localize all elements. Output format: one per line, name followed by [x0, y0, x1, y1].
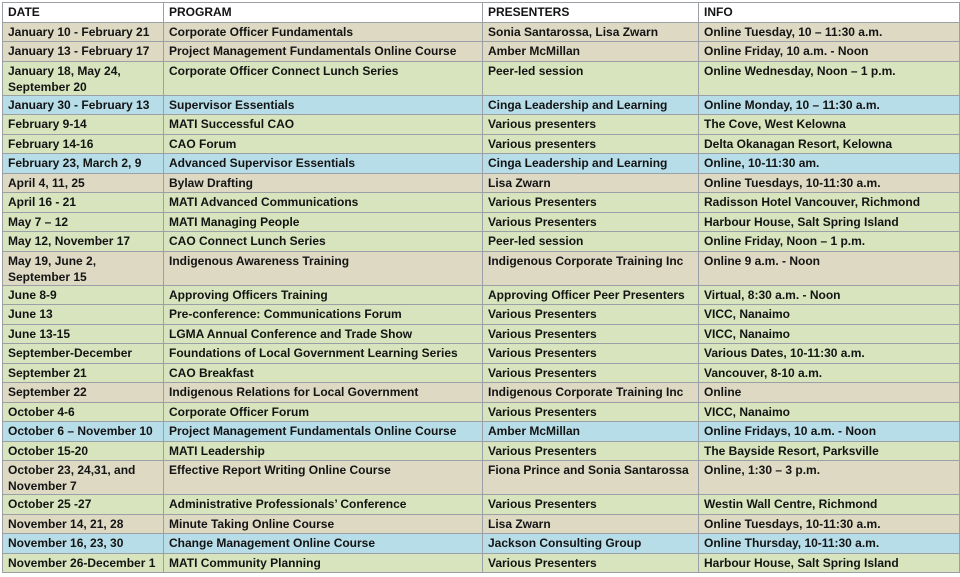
- info-cell: Online Friday, 10 a.m. - Noon: [699, 42, 960, 62]
- info-cell: Radisson Hotel Vancouver, Richmond: [699, 193, 960, 213]
- program-cell: LGMA Annual Conference and Trade Show: [164, 324, 483, 344]
- date-cell: May 7 – 12: [3, 212, 164, 232]
- table-row: [3, 363, 960, 383]
- program-cell: CAO Breakfast: [164, 363, 483, 383]
- table-row: [3, 232, 960, 252]
- date-cell: June 8-9: [3, 285, 164, 305]
- date-cell: February 9-14: [3, 115, 164, 135]
- column-header-date: DATE: [3, 3, 164, 23]
- table-row: [3, 324, 960, 344]
- info-cell: VICC, Nanaimo: [699, 324, 960, 344]
- table-row: [3, 251, 960, 285]
- program-cell: CAO Connect Lunch Series: [164, 232, 483, 252]
- program-cell: Pre-conference: Communications Forum: [164, 305, 483, 325]
- column-header-program: PROGRAM: [164, 3, 483, 23]
- presenters-cell: Indigenous Corporate Training Inc: [483, 251, 699, 285]
- column-header-info: INFO: [699, 3, 960, 23]
- program-cell: Indigenous Awareness Training: [164, 251, 483, 285]
- program-cell: Effective Report Writing Online Course: [164, 461, 483, 495]
- table-row: [3, 61, 960, 95]
- date-cell: October 23, 24,31, and November 7: [3, 461, 164, 495]
- date-cell: January 13 - February 17: [3, 42, 164, 62]
- date-cell: January 10 - February 21: [3, 22, 164, 42]
- program-cell: Change Management Online Course: [164, 534, 483, 554]
- info-cell: Harbour House, Salt Spring Island: [699, 212, 960, 232]
- table-row: [3, 285, 960, 305]
- table-row: [3, 154, 960, 174]
- table-row: [3, 95, 960, 115]
- column-header-presenters: PRESENTERS: [483, 3, 699, 23]
- presenters-cell: Various Presenters: [483, 441, 699, 461]
- program-cell: Supervisor Essentials: [164, 95, 483, 115]
- presenters-cell: Cinga Leadership and Learning: [483, 154, 699, 174]
- info-cell: The Cove, West Kelowna: [699, 115, 960, 135]
- presenters-cell: Various Presenters: [483, 553, 699, 573]
- date-cell: October 6 – November 10: [3, 422, 164, 442]
- date-cell: October 4-6: [3, 402, 164, 422]
- table-row: [3, 441, 960, 461]
- info-cell: Westin Wall Centre, Richmond: [699, 495, 960, 515]
- table-row: [3, 553, 960, 573]
- presenters-cell: Peer-led session: [483, 232, 699, 252]
- table-row: [3, 193, 960, 213]
- info-cell: Various Dates, 10-11:30 a.m.: [699, 344, 960, 364]
- info-cell: Online: [699, 383, 960, 403]
- table-row: [3, 22, 960, 42]
- date-cell: February 23, March 2, 9: [3, 154, 164, 174]
- date-cell: June 13-15: [3, 324, 164, 344]
- program-cell: Project Management Fundamentals Online Course: [164, 422, 483, 442]
- program-cell: Foundations of Local Government Learning Series: [164, 344, 483, 364]
- presenters-cell: Lisa Zwarn: [483, 173, 699, 193]
- program-cell: MATI Advanced Communications: [164, 193, 483, 213]
- table-row: [3, 305, 960, 325]
- presenters-cell: Jackson Consulting Group: [483, 534, 699, 554]
- info-cell: Virtual, 8:30 a.m. - Noon: [699, 285, 960, 305]
- date-cell: April 16 - 21: [3, 193, 164, 213]
- presenters-cell: Indigenous Corporate Training Inc: [483, 383, 699, 403]
- presenters-cell: Cinga Leadership and Learning: [483, 95, 699, 115]
- program-cell: Approving Officers Training: [164, 285, 483, 305]
- program-cell: MATI Community Planning: [164, 553, 483, 573]
- date-cell: October 25 -27: [3, 495, 164, 515]
- table-row: [3, 514, 960, 534]
- program-cell: Administrative Professionals’ Conference: [164, 495, 483, 515]
- date-cell: May 12, November 17: [3, 232, 164, 252]
- info-cell: Online Wednesday, Noon – 1 p.m.: [699, 61, 960, 95]
- info-cell: Vancouver, 8-10 a.m.: [699, 363, 960, 383]
- table-row: [3, 115, 960, 135]
- program-cell: Indigenous Relations for Local Government: [164, 383, 483, 403]
- table-row: [3, 422, 960, 442]
- info-cell: Online Monday, 10 – 11:30 a.m.: [699, 95, 960, 115]
- info-cell: Online Tuesday, 10 – 11:30 a.m.: [699, 22, 960, 42]
- date-cell: November 14, 21, 28: [3, 514, 164, 534]
- presenters-cell: Various Presenters: [483, 324, 699, 344]
- presenters-cell: Various presenters: [483, 115, 699, 135]
- info-cell: VICC, Nanaimo: [699, 402, 960, 422]
- info-cell: Online Tuesdays, 10-11:30 a.m.: [699, 514, 960, 534]
- presenters-cell: Various Presenters: [483, 344, 699, 364]
- date-cell: June 13: [3, 305, 164, 325]
- presenters-cell: Peer-led session: [483, 61, 699, 95]
- program-cell: Corporate Officer Connect Lunch Series: [164, 61, 483, 95]
- table-row: [3, 212, 960, 232]
- info-cell: Online 9 a.m. - Noon: [699, 251, 960, 285]
- date-cell: October 15-20: [3, 441, 164, 461]
- date-cell: January 30 - February 13: [3, 95, 164, 115]
- table-row: [3, 42, 960, 62]
- info-cell: Online Tuesdays, 10-11:30 a.m.: [699, 173, 960, 193]
- date-cell: April 4, 11, 25: [3, 173, 164, 193]
- info-cell: VICC, Nanaimo: [699, 305, 960, 325]
- table-row: [3, 134, 960, 154]
- presenters-cell: Various Presenters: [483, 305, 699, 325]
- table-row: [3, 344, 960, 364]
- table-row: [3, 495, 960, 515]
- info-cell: The Bayside Resort, Parksville: [699, 441, 960, 461]
- table-row: [3, 461, 960, 495]
- info-cell: Online, 1:30 – 3 p.m.: [699, 461, 960, 495]
- program-cell: Minute Taking Online Course: [164, 514, 483, 534]
- date-cell: February 14-16: [3, 134, 164, 154]
- program-cell: MATI Successful CAO: [164, 115, 483, 135]
- info-cell: Online Fridays, 10 a.m. - Noon: [699, 422, 960, 442]
- program-cell: Advanced Supervisor Essentials: [164, 154, 483, 174]
- presenters-cell: Approving Officer Peer Presenters: [483, 285, 699, 305]
- program-cell: Corporate Officer Fundamentals: [164, 22, 483, 42]
- date-cell: November 26-December 1: [3, 553, 164, 573]
- presenters-cell: Lisa Zwarn: [483, 514, 699, 534]
- table-row: [3, 402, 960, 422]
- info-cell: Delta Okanagan Resort, Kelowna: [699, 134, 960, 154]
- presenters-cell: Various Presenters: [483, 212, 699, 232]
- presenters-cell: Amber McMillan: [483, 42, 699, 62]
- info-cell: Online Friday, Noon – 1 p.m.: [699, 232, 960, 252]
- info-cell: Online Thursday, 10-11:30 a.m.: [699, 534, 960, 554]
- program-cell: Bylaw Drafting: [164, 173, 483, 193]
- table-row: [3, 534, 960, 554]
- program-cell: Corporate Officer Forum: [164, 402, 483, 422]
- program-cell: CAO Forum: [164, 134, 483, 154]
- table-row: [3, 173, 960, 193]
- info-cell: Online, 10-11:30 am.: [699, 154, 960, 174]
- program-cell: MATI Leadership: [164, 441, 483, 461]
- date-cell: May 19, June 2, September 15: [3, 251, 164, 285]
- presenters-cell: Various Presenters: [483, 402, 699, 422]
- info-cell: Harbour House, Salt Spring Island: [699, 553, 960, 573]
- table-row: [3, 383, 960, 403]
- presenters-cell: Amber McMillan: [483, 422, 699, 442]
- date-cell: September-December: [3, 344, 164, 364]
- date-cell: September 22: [3, 383, 164, 403]
- header-row: [3, 3, 960, 23]
- program-cell: Project Management Fundamentals Online Course: [164, 42, 483, 62]
- presenters-cell: Various Presenters: [483, 363, 699, 383]
- date-cell: September 21: [3, 363, 164, 383]
- presenters-cell: Various presenters: [483, 134, 699, 154]
- date-cell: January 18, May 24, September 20: [3, 61, 164, 95]
- presenters-cell: Sonia Santarossa, Lisa Zwarn: [483, 22, 699, 42]
- schedule-table: [2, 2, 960, 573]
- presenters-cell: Various Presenters: [483, 495, 699, 515]
- presenters-cell: Fiona Prince and Sonia Santarossa: [483, 461, 699, 495]
- program-cell: MATI Managing People: [164, 212, 483, 232]
- date-cell: November 16, 23, 30: [3, 534, 164, 554]
- presenters-cell: Various Presenters: [483, 193, 699, 213]
